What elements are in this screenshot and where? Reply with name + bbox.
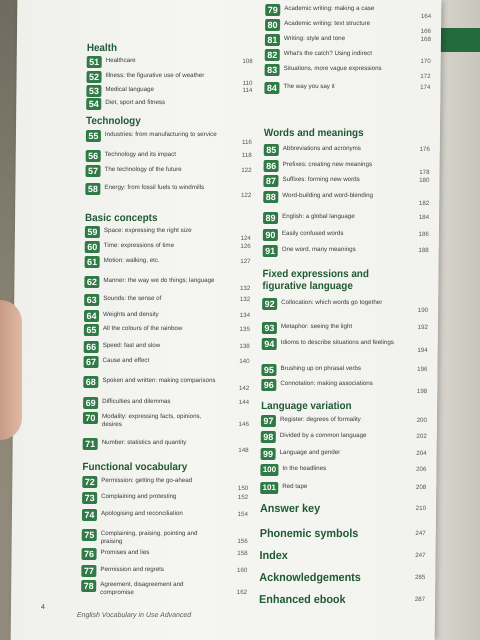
unit-number-badge: 58 (85, 183, 100, 195)
unit-title: Modality: expressing facts, opinions, desires (101, 413, 202, 428)
unit-title: Idioms to describe situations and feelings (280, 339, 394, 346)
unit-number-badge: 83 (265, 64, 280, 76)
unit-title: Collocation: which words go together (281, 299, 383, 306)
unit-number-badge: 66 (84, 341, 99, 353)
unit-number-badge: 98 (261, 431, 276, 443)
unit-page-number: 110 (242, 80, 253, 87)
unit-number-badge: 100 (260, 464, 278, 476)
unit-number-badge: 90 (263, 229, 278, 241)
back-matter-page: 285 (414, 574, 426, 581)
unit-number-badge: 87 (263, 175, 278, 187)
unit-page-number: 152 (237, 494, 249, 501)
unit-number-badge: 76 (81, 548, 96, 560)
unit-page-number: 142 (238, 385, 250, 392)
section-heading: Technology (86, 115, 141, 127)
unit-number-badge: 97 (261, 415, 276, 427)
page-number: 4 (40, 604, 45, 611)
unit-number-badge: 62 (84, 276, 99, 288)
unit-title: Weights and density (103, 311, 159, 318)
unit-page-number: 190 (417, 307, 429, 314)
back-matter-page: 287 (414, 596, 426, 603)
unit-number-badge: 72 (82, 476, 97, 488)
unit-page-number: 186 (418, 231, 429, 238)
unit-title: Illness: the figurative use of weather (105, 72, 205, 79)
section-heading: Words and meanings (263, 127, 364, 139)
back-matter-page: 210 (415, 505, 427, 512)
unit-page-number: 206 (416, 466, 427, 473)
unit-number-badge: 96 (261, 379, 276, 391)
unit-title: English: a global language (282, 213, 355, 220)
unit-number-badge: 59 (85, 226, 100, 238)
unit-title: Divided by a common language (279, 432, 367, 439)
contents-page (11, 0, 442, 640)
unit-number-badge: 99 (261, 448, 276, 460)
unit-page-number: 114 (242, 87, 253, 94)
unit-title: Speed: fast and slow (102, 342, 161, 349)
unit-title: Permission: getting the go-ahead (101, 477, 193, 484)
unit-page-number: 200 (416, 417, 427, 424)
back-matter-title: Answer key (259, 503, 321, 515)
back-matter-title: Index (259, 550, 288, 562)
running-footer-title: English Vocabulary in Use Advanced (76, 612, 192, 619)
unit-page-number: 122 (241, 167, 252, 174)
unit-page-number: 116 (241, 139, 252, 146)
unit-page-number: 160 (237, 567, 248, 574)
section-heading: Health (86, 42, 118, 54)
unit-title: Metaphor: seeing the light (280, 323, 353, 330)
unit-page-number: 202 (416, 433, 427, 440)
unit-title: Situations, more vague expressions (283, 65, 382, 72)
unit-page-number: 148 (238, 447, 249, 454)
unit-page-number: 204 (416, 450, 427, 457)
unit-number-badge: 94 (262, 338, 277, 350)
unit-page-number: 140 (239, 358, 250, 365)
unit-page-number: 132 (239, 296, 251, 303)
unit-title: Apologising and reconciliation (100, 510, 183, 517)
back-matter-title: Acknowledgements (259, 572, 361, 584)
unit-page-number: 150 (237, 485, 249, 492)
section-heading: Functional vocabulary (82, 461, 188, 473)
unit-title: Manner: the way we do things; language (103, 277, 215, 284)
unit-title: Brushing up on phrasal verbs (280, 365, 362, 372)
section-heading: Basic concepts (85, 212, 158, 224)
unit-page-number: 144 (238, 399, 250, 406)
unit-number-badge: 92 (262, 298, 277, 310)
unit-title: Medical language (105, 86, 154, 93)
unit-page-number: 176 (419, 146, 430, 153)
unit-page-number: 158 (237, 550, 248, 557)
unit-page-number: 208 (415, 484, 427, 491)
unit-title: Red tape (282, 483, 308, 490)
unit-number-badge: 75 (82, 529, 97, 541)
unit-number-badge: 82 (265, 49, 280, 61)
unit-number-badge: 77 (81, 565, 96, 577)
unit-page-number: 132 (239, 285, 251, 292)
unit-title: Sounds: the sense of (103, 295, 162, 302)
unit-number-badge: 67 (83, 356, 98, 368)
unit-page-number: 164 (420, 13, 432, 20)
unit-page-number: 192 (417, 324, 428, 331)
unit-title: Academic writing: text structure (284, 20, 371, 27)
unit-title: Time: expressions of time (103, 242, 175, 249)
unit-page-number: 122 (240, 192, 252, 199)
unit-number-badge: 60 (85, 241, 100, 253)
unit-number-badge: 70 (83, 412, 98, 424)
unit-number-badge: 81 (265, 34, 280, 46)
unit-page-number: 138 (239, 343, 250, 350)
unit-title: Easily confused words (281, 230, 344, 237)
unit-number-badge: 89 (263, 212, 278, 224)
unit-page-number: 194 (417, 347, 428, 354)
unit-number-badge: 71 (83, 438, 98, 450)
unit-page-number: 146 (238, 421, 249, 428)
unit-page-number: 166 (420, 28, 432, 35)
back-matter-title: Phonemic symbols (259, 528, 359, 540)
unit-number-badge: 79 (265, 4, 280, 16)
unit-title: Spoken and written: making comparisons (102, 377, 216, 384)
unit-number-badge: 52 (86, 71, 101, 83)
unit-page-number: 196 (417, 366, 428, 373)
unit-title: Space: expressing the right size (103, 227, 192, 234)
unit-number-badge: 69 (83, 397, 98, 409)
unit-number-badge: 101 (260, 482, 278, 494)
unit-page-number: 135 (239, 326, 250, 333)
unit-page-number: 154 (237, 511, 248, 518)
unit-title: Complaining, praising, pointing and praising (100, 530, 198, 545)
unit-title: Suffixes: forming new words (282, 176, 360, 183)
unit-title: Industries: from manufacturing to service (104, 131, 217, 138)
unit-title: Healthcare (105, 57, 136, 64)
unit-title: Complaining and protesting (101, 493, 177, 500)
unit-title: Academic writing: making a case (284, 5, 375, 12)
unit-number-badge: 55 (86, 130, 101, 142)
unit-title: Number: statistics and quantity (101, 439, 187, 446)
unit-number-badge: 53 (86, 85, 101, 97)
unit-page-number: 168 (420, 36, 431, 43)
unit-page-number: 170 (420, 58, 431, 65)
unit-title: Word-building and word-blending (282, 192, 374, 199)
back-matter-title: Enhanced ebook (259, 594, 346, 606)
unit-page-number: 127 (240, 258, 251, 265)
unit-page-number: 118 (241, 152, 252, 159)
unit-number-badge: 51 (87, 56, 102, 68)
unit-title: One word, many meanings (281, 246, 356, 253)
unit-title: Diet, sport and fitness (105, 99, 166, 106)
unit-page-number: 174 (420, 84, 431, 91)
unit-title: Register: degrees of formality (279, 416, 361, 423)
section-heading: Fixed expressions and figurative language (262, 268, 369, 292)
back-matter-page: 247 (415, 552, 426, 559)
unit-page-number: 126 (240, 243, 251, 250)
unit-page-number: 198 (416, 388, 428, 395)
unit-page-number: 108 (242, 58, 253, 65)
unit-number-badge: 63 (84, 294, 99, 306)
unit-page-number: 178 (419, 169, 430, 176)
unit-page-number: 162 (236, 589, 248, 596)
unit-title: Promises and lies (100, 549, 150, 556)
unit-number-badge: 68 (83, 376, 98, 388)
unit-title: All the colours of the rainbow (102, 325, 183, 332)
unit-page-number: 156 (237, 538, 248, 545)
unit-title: Abbreviations and acronyms (282, 145, 361, 152)
unit-title: Agreement, disagreement and compromise (100, 581, 184, 596)
back-matter-page: 247 (415, 530, 426, 537)
unit-number-badge: 57 (85, 165, 100, 177)
unit-number-badge: 73 (82, 492, 97, 504)
unit-title: Energy: from fossil fuels to windmills (104, 184, 205, 191)
unit-title: Technology and its impact (104, 151, 176, 158)
unit-title: Difficulties and dilemmas (102, 398, 171, 405)
unit-title: The way you say it (283, 83, 335, 90)
unit-page-number: 124 (240, 235, 251, 242)
unit-number-badge: 95 (261, 364, 276, 376)
unit-number-badge: 61 (85, 256, 100, 268)
unit-title: What's the catch? Using indirect (283, 50, 373, 57)
unit-number-badge: 84 (264, 82, 279, 94)
unit-title: Language and gender (279, 449, 341, 456)
thumb (0, 300, 22, 440)
unit-number-badge: 86 (264, 160, 279, 172)
unit-title: Connotation: making associations (280, 380, 373, 387)
unit-title: The technology of the future (104, 166, 182, 173)
unit-number-badge: 85 (264, 144, 279, 156)
unit-title: Writing: style and tone (283, 35, 346, 42)
unit-title: In the headlines (282, 465, 327, 472)
unit-number-badge: 80 (265, 19, 280, 31)
unit-number-badge: 78 (81, 580, 96, 592)
unit-number-badge: 56 (86, 150, 101, 162)
unit-page-number: 188 (418, 247, 429, 254)
unit-page-number: 182 (418, 200, 430, 207)
unit-number-badge: 88 (263, 191, 278, 203)
section-heading: Language variation (261, 400, 352, 412)
unit-title: Prefixes: creating new meanings (282, 161, 373, 168)
unit-number-badge: 93 (262, 322, 277, 334)
unit-page-number: 180 (419, 177, 430, 184)
unit-title: Permission and regrets (100, 566, 165, 573)
unit-page-number: 172 (420, 73, 431, 80)
cover-green-strip (440, 28, 480, 52)
unit-number-badge: 74 (82, 509, 97, 521)
unit-number-badge: 65 (84, 324, 99, 336)
unit-page-number: 184 (418, 214, 430, 221)
unit-page-number: 134 (239, 312, 251, 319)
unit-number-badge: 54 (86, 98, 101, 110)
unit-title: Motion: walking, etc. (103, 257, 160, 264)
unit-number-badge: 64 (84, 310, 99, 322)
unit-title: Cause and effect (102, 357, 150, 364)
unit-number-badge: 91 (263, 245, 278, 257)
